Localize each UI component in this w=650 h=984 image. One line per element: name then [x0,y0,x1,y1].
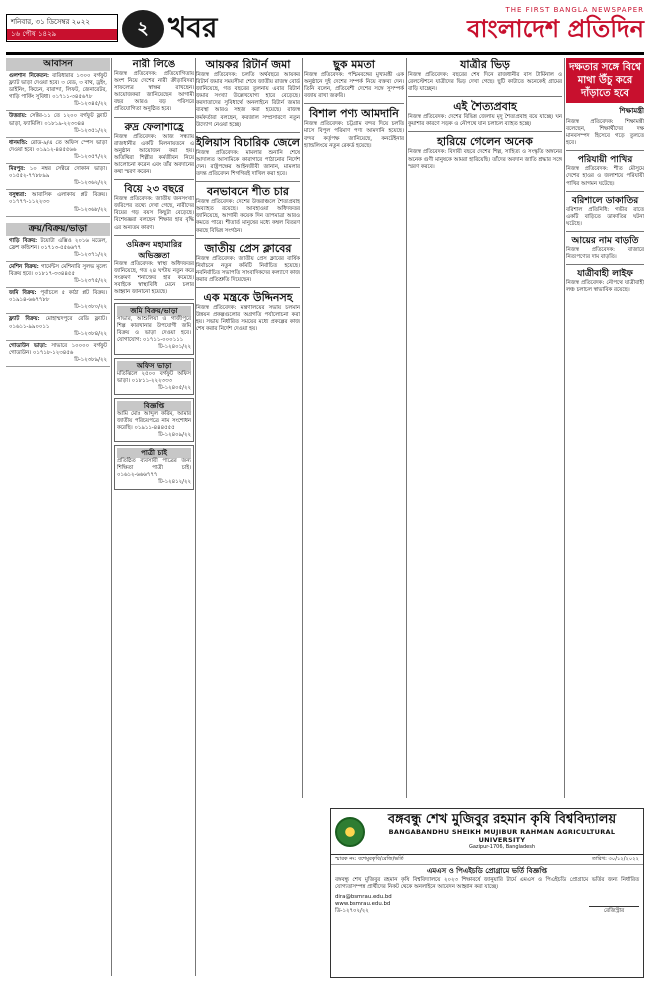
divider [408,96,562,97]
item-code: ঢি-১২৩৬৮/২২ [74,206,107,213]
item-label: মিরপুর: [9,166,26,173]
small-ad [114,445,194,489]
small-ad-title: অফিস ভাড়া [117,361,191,371]
item-label: ফ্ল্যাট বিক্রয়: [9,316,40,323]
divider [304,103,404,104]
item-text: পূর্বাচলে ৫ কাঠা প্লট বিক্রয়। ০১৯১৪-৬৬৭৭৮৮ [9,290,108,304]
date-bangla: ১৬ পৌষ ১৪২৯ [7,29,117,40]
list-item [6,262,110,288]
headline: বিয়ে ২৩ বছরে [124,184,184,196]
university-name-bn: বঙ্গবন্ধু শেখ মুজিবুর রহমান কৃষি বিশ্ববিদ্যালয় [387,812,617,827]
headline: বরিশালে ডাকাতির [571,195,639,206]
small-ad-text: আমি মোঃ আব্দুল করিম, আমার জাতীয় পরিচয়পত্রে নাম সংশোধন করেছি। ০১৯১১-৪৪৪৫৫৫ [117,410,191,431]
divider [114,117,194,118]
headline: এক মন্ত্রকে উদ্দিনসহ [203,290,293,304]
article-body: নিজস্ব প্রতিবেদক: মামলার শুনানি শেষে আদালত আসামিকে কারাগারে পাঠানোর নির্দেশ দেন। রাষ্ট্রপক্ষের আইনজীবী জানান, মামলার তদন্ত প্রতিবেদন শিগগিরই দাখিল করা হবে। [196,149,300,178]
date-box [6,14,118,42]
column-divider [302,58,303,798]
university-header [331,809,643,855]
headline: এই শৈত্যপ্রবাহ [453,100,517,114]
page-number: ২ [122,10,164,48]
article-body: নিজস্ব প্রতিবেদক: মন্ত্রণালয়ের সভায় চলমান উন্নয়ন প্রকল্পগুলোর অগ্রগতি পর্যালোচনা করা হয়। সভায় নির্ধারিত সময়ের মধ্যে প্রকল্পের কাজ শেষ করার নির্দেশ দেওয়া হয়। [196,304,300,333]
item-text: মোহাম্মদপুরে রেডি ফ্ল্যাট। ০১৬১১-৯৯০০১১ [9,316,107,330]
divider [114,179,194,180]
item-code: ঢি-১২৩৫১/২২ [74,127,107,134]
headline: আয়ের নাম বাড়তি [571,235,639,246]
item-text: ১০ নম্বর সেক্টরে দোকান ভাড়া। ০১৫৫২-৭৭৮৮৯৯ [9,166,107,180]
headline: আয়কর রিটার্ন জমা [205,58,291,71]
masthead [6,6,644,50]
list-item [6,236,110,262]
divider [196,287,300,288]
headline: বিশাল পণ্য আমদানি [309,107,399,121]
small-ad-text: সাভার, আশুলিয়া ও গাজীপুরে শিল্প কারখানার উপযোগী জমি বিক্রয় ও ভাড়া দেওয়া হবে। যোগাযোগ: ০১৭১১-০০০১১১ [117,316,191,344]
divider [196,238,300,239]
headline: রুদ্র ফেলাশাহ্রে [124,121,184,133]
ad-meta [331,855,643,865]
classifieds-list [6,71,110,217]
notice-title: এমএস ও পিএইচডি প্রোগ্রামে ভর্তি বিজ্ঞপ্তি [426,866,548,875]
list-item [6,288,110,314]
article-body: নিজস্ব প্রতিবেদক: বাজারে নিত্যপণ্যের দাম বাড়তি। [566,246,644,261]
headline: ইলিয়াস বিচারিক জেলে [196,135,300,149]
article-body: নিজস্ব প্রতিবেদক: আজ সন্ধ্যায় রাজধানীর একটি মিলনায়তনে এ অনুষ্ঠান আয়োজন করা হয়। অতিথিরা শিল্পীর কর্মজীবন নিয়ে আলোচনা করেন এবং তাঁর অবদানের কথা স্মরণ করেন। [114,133,194,176]
list-item [6,190,110,216]
article-body: নিজস্ব প্রতিবেদক: চট্টগ্রাম বন্দর দিয়ে চলতি মাসে বিপুল পরিমাণ পণ্য আমদানি হয়েছে। বন্দর কর্তৃপক্ষ জানিয়েছে, কনটেইনার হ্যান্ডলিংয়ে নতুন রেকর্ড হয়েছে। [304,121,404,149]
small-ad [114,303,194,354]
article-body: নিজস্ব প্রতিবেদক: শিক্ষামন্ত্রী বলেছেন, শিক্ষার্থীদের দক্ষ মানবসম্পদ হিসেবে গড়ে তুলতে হবে। [566,119,644,147]
divider [566,150,644,151]
article-body: নিজস্ব প্রতিবেদক: দেশের উত্তরাঞ্চলে শৈত্যপ্রবাহ অব্যাহত রয়েছে। আবহাওয়া অধিদফতর জানিয়েছে, আগামী কয়েক দিন তাপমাত্রা আরও কমতে পারে। শীতার্ত মানুষের মধ্যে কম্বল বিতরণ করছে বিভিন্ন সংগঠন। [196,199,300,234]
small-ad [114,358,194,395]
divider [408,131,562,132]
small-ad-text: প্রতিষ্ঠিত ব্যবসায়ী পাত্রের জন্য শিক্ষিতা পাত্রী চাই। ০১৬১২-৬৬৬৭৭৭ [117,458,191,479]
item-text: সাভারে ১০০০০ বর্গফুট গোডাউন। ০১৭১৮-১২৩৪৫৬ [9,342,107,356]
contact-email[interactable]: dira@bsmrau.edu.bd [335,894,392,901]
item-text: সেক্টর-১১ তে ১২০০ বর্গফুট ফ্ল্যাট ভাড়া, ফ্যামিলি। ০১৮১৯-২২৩৩৪৪ [9,113,107,127]
ad-date: তারিখ: ৩০/১২/২০২২ [591,856,639,862]
article-body: নিজস্ব প্রতিবেদক: স্বাস্থ্য অধিদফতর জানিয়েছে, গত ২৪ ঘণ্টায় নতুন করে সংক্রমণ শনাক্তের হার কমেছে। সবাইকে স্বাস্থ্যবিধি মেনে চলার আহ্বান জানানো হয়েছে। [114,260,194,295]
headline: যাত্রীবাহী লাইফ [577,269,633,280]
list-item [6,138,110,164]
newspaper-logo [467,6,644,44]
small-ad-title: পাত্রী চাই [117,448,191,458]
article-body: নিজস্ব প্রতিবেদক: বিদায়ী বছরে দেশের শিল্প, সাহিত্য ও সংস্কৃতি অঙ্গনের অনেক গুণী মানুষকে আমরা হারিয়েছি। তাঁদের অবদান জাতি শ্রদ্ধার সঙ্গে স্মরণ করবে। [408,149,562,170]
news-column-d [304,58,404,798]
date-gregorian: শনিবার, ৩১ ডিসেম্বর ২০২২ [11,18,90,26]
lead-headline-box [566,58,644,103]
small-ad-title: বিজ্ঞপ্তি [117,401,191,411]
headline: পরিযায়ী পাখির [577,155,633,166]
item-code: ঢি-১২৩৭১/২২ [74,251,107,258]
university-name-en: BANGABANDHU SHEIKH MUJIBUR RAHMAN AGRICULTURAL UNIVERSITY [388,828,616,844]
article-body: নিজস্ব প্রতিবেদক: পশ্চিমবঙ্গের মুখ্যমন্ত্রী এক অনুষ্ঠানে দুই দেশের সম্পর্ক নিয়ে বক্তব্য দেন। তিনি বলেন, প্রতিবেশী দেশের সঙ্গে সুসম্পর্ক বজায় রাখা জরুরি। [304,72,404,100]
classifieds-title: আবাসন [6,58,110,71]
item-label: গাড়ি বিক্রয়: [9,237,38,244]
headline: নারী লিঙে [132,59,176,70]
divider [114,235,194,236]
ad-code: ডি-১২৭০২/২২ [335,908,369,915]
small-ad-title: জমি বিক্রয়/ভাড়া [117,306,191,316]
memo-number: স্মারক নং: বশেমুরকৃবি/রেজি/ভর্তি [335,856,404,862]
news-column-e [408,58,562,798]
article-body: নিজস্ব প্রতিবেদক: জাতীয় প্রেস ক্লাবের বার্ষিক নির্বাচনে নতুন কমিটি নির্বাচিত হয়েছে। নবনির্বাচিত সভাপতি সাংবাদিকদের কল্যাণে কাজ করার প্রতিশ্রুতি দিয়েছেন। [196,255,300,283]
item-text: আবাসিক এলাকায় প্লট বিক্রয়। ০১৭৭৭-১১২২৩৩ [9,192,107,206]
item-label: গোডাউন ভাড়া: [9,342,47,349]
logo-name: বাংলাদেশ প্রতিদিন [467,14,644,43]
university-address: Gazipur-1706, Bangladesh [468,844,536,850]
divider [566,191,644,192]
item-code: ঢি-১২৩৪৫/২২ [74,101,107,108]
item-code: ঢি-১২৩৮৯/২২ [74,356,107,363]
small-ad-code: ঢি-১২৪০৫/২২ [158,384,191,391]
column-divider [111,58,112,976]
headline: ওমিক্রন মহামারির অভিজ্ঞতা [126,239,182,260]
item-label: বসুন্ধরা: [9,192,27,199]
item-code: ঢি-১২৩৭৫/২২ [74,278,107,285]
news-column-c [196,58,300,798]
divider [566,231,644,232]
classifieds-list-2 [6,236,110,367]
small-ad-code: ঢি-১২৪০১/২২ [158,344,191,351]
ad-footer [331,892,643,917]
article-body: নিজস্ব প্রতিবেদক: বছরের শেষ দিনে রাজধানীর বাস টার্মিনাল ও রেলস্টেশনে যাত্রীদের ভিড় দেখা গেছে। ছুটি কাটাতে অনেকেই গ্রামের বাড়ি যাচ্ছেন। [408,72,562,93]
item-label: উত্তরায়: [9,113,27,120]
section-title: খবর [168,11,218,44]
small-ad [114,398,194,442]
article-body: নিজস্ব প্রতিবেদক: নৌপথে যাত্রীবাহী লঞ্চ চলাচল স্বাভাবিক রয়েছে। [566,280,644,294]
lead-headline: দক্ষতার সঙ্গে বিশ্বে মাথা উঁচু করে দাঁড়াতে হবে [569,62,641,99]
list-item [6,111,110,137]
list-item [6,314,110,340]
article-body: নিজস্ব প্রতিবেদক: চলতি অর্থবছরে আয়কর রিটার্ন জমার সময়সীমা শেষে জাতীয় রাজস্ব বোর্ড জানিয়েছে, গত বছরের তুলনায় এবার রিটার্ন জমার সংখ্যা উল্লেখযোগ্য হারে বেড়েছে। করদাতাদের সুবিধার্থে অনলাইনে রিটার্ন জমার ব্যবস্থা আরও সহজ করা হয়েছে। রাজস্ব কর্মকর্তারা বলছেন, করজাল সম্প্রসারণে নতুন উদ্যোগ নেওয়া হচ্ছে। [196,72,300,128]
item-label: জমি বিক্রয়: [9,290,37,297]
article-body: নিজস্ব প্রতিবেদক: দেশের বিভিন্ন জেলায় মৃদু শৈত্যপ্রবাহ বয়ে যাচ্ছে। ঘন কুয়াশার কারণে সড়ক ও নৌপথে যান চলাচল ব্যাহত হচ্ছে। [408,114,562,128]
small-ad-code: ঢি-১২৪১২/২২ [158,479,191,486]
logo-tagline: THE FIRST BANGLA NEWSPAPER [505,6,644,14]
item-label: ধানমন্ডি: [9,139,28,146]
signature-line [589,897,639,907]
column-divider [564,58,565,798]
item-code: ঢি-১২৩৬২/২২ [74,180,107,187]
item-code: ঢি-১২৩৫৭/২২ [74,153,107,160]
headline: যাত্রীর ভিড় [460,58,510,71]
classifieds-column [6,58,110,976]
university-ad [330,808,644,978]
header-rule [6,52,644,55]
university-title [365,812,639,851]
item-label: মেশিন বিক্রয়: [9,263,39,270]
divider [566,264,644,265]
item-text: রোড-৯/এ তে অফিস স্পেস ভাড়া দেওয়া হবে। ০১৯১২-৪৪৫৫৬৬ [9,139,108,153]
list-item [6,71,110,111]
small-ad-text: মতিঝিলে ২৫০০ বর্গফুট অফিস ভাড়া। ০১৮১১-২২২৩৩৩ [117,370,191,384]
signatory: রেজিস্ট্রার [603,908,625,915]
article-body: নিজস্ব প্রতিবেদক: প্রতিযোগিতায় অংশ নিয়ে দেশের নারী ক্রীড়াবিদরা সাফল্যের স্বাক্ষর রাখছেন। আয়োজকরা জানিয়েছেন আগামী বছর আরও বড় পরিসরে প্রতিযোগিতা অনুষ্ঠিত হবে। [114,71,194,113]
item-code: ঢি-১২৩৮৪/২২ [74,330,107,337]
list-item [6,341,110,367]
website-link[interactable]: www.bsmrau.edu.bd [335,901,391,908]
headline: ছুক মমতা [333,58,375,71]
article-body: নিজস্ব প্রতিবেদক: শীত মৌসুমে দেশের হাওর ও জলাশয়ে পরিযায়ী পাখির আগমন ঘটেছে। [566,166,644,187]
item-label: গুলশান নিকেতন: [9,73,50,79]
divider [114,299,194,300]
divider [196,181,300,182]
classifieds-title-2: ক্রয়/বিক্রয়/ভাড়া [6,223,110,236]
headline: হারিয়ে গেলেন অনেক [437,135,533,149]
university-logo-icon [335,817,365,847]
item-text: বারিধারার ১৩০০ বর্গফুট ফ্ল্যাট ভাড়া দেওয়া হবে। ৩ বেড, ৩ বাথ, ড্রইং, ডাইনিং, কিচেন, বারান্দা, লিফট, জেনারেটর, গাড়ি পার্কিং সুবিধা। ০১৭১১-৩৪৫৬৭৮ [9,73,107,101]
article-body: নিজস্ব প্রতিবেদক: জাতীয় জনসংখ্যা জরিপের তথ্যে দেখা গেছে, নারীদের বিয়ের গড় বয়স কিছুটা বেড়েছে। বিশেষজ্ঞরা বলছেন শিক্ষার হার বৃদ্ধি এর অন্যতম কারণ। [114,196,194,231]
headline: জাতীয় প্রেস ক্লাবের [204,241,292,255]
column-divider [406,58,407,798]
byline: শিক্ষামন্ত্রী [619,107,644,115]
divider [196,132,300,133]
item-text: গার্মেন্টস মেশিনারি সুলভ মূল্যে বিক্রয় হবে। ০১৮১৭-৩৩৪৪৫৫ [9,263,107,277]
notice-body: বঙ্গবন্ধু শেখ মুজিবুর রহমান কৃষি বিশ্ববিদ্যালয়ে ২০২৩ শিক্ষাবর্ষে জানুয়ারি টার্মে এমএস ও পিএইচডি প্রোগ্রামে ভর্তির জন্য নির্ধারিত যোগ্যতাসম্পন্ন প্রার্থীদের নিকট থেকে অনলাইনে আবেদন আহ্বান করা যাচ্ছে। [335,877,639,891]
item-text: টয়োটা এক্সিও ২০১৬ মডেল, ফ্রেশ কন্ডিশন। ০১৭১৩-৫৫৬৬৭৭ [9,237,107,251]
small-ad-code: ঢি-১২৪০৯/২২ [158,432,191,439]
item-code: ঢি-১২৩৮০/২২ [74,304,107,311]
headline: বনভাবনে শীত চার [207,185,289,199]
article-body: বরিশাল প্রতিনিধি: গভীর রাতে একটি বাড়িতে ডাকাতির ঘটনা ঘটেছে। [566,206,644,227]
list-item [6,164,110,190]
news-column-b [114,58,194,976]
